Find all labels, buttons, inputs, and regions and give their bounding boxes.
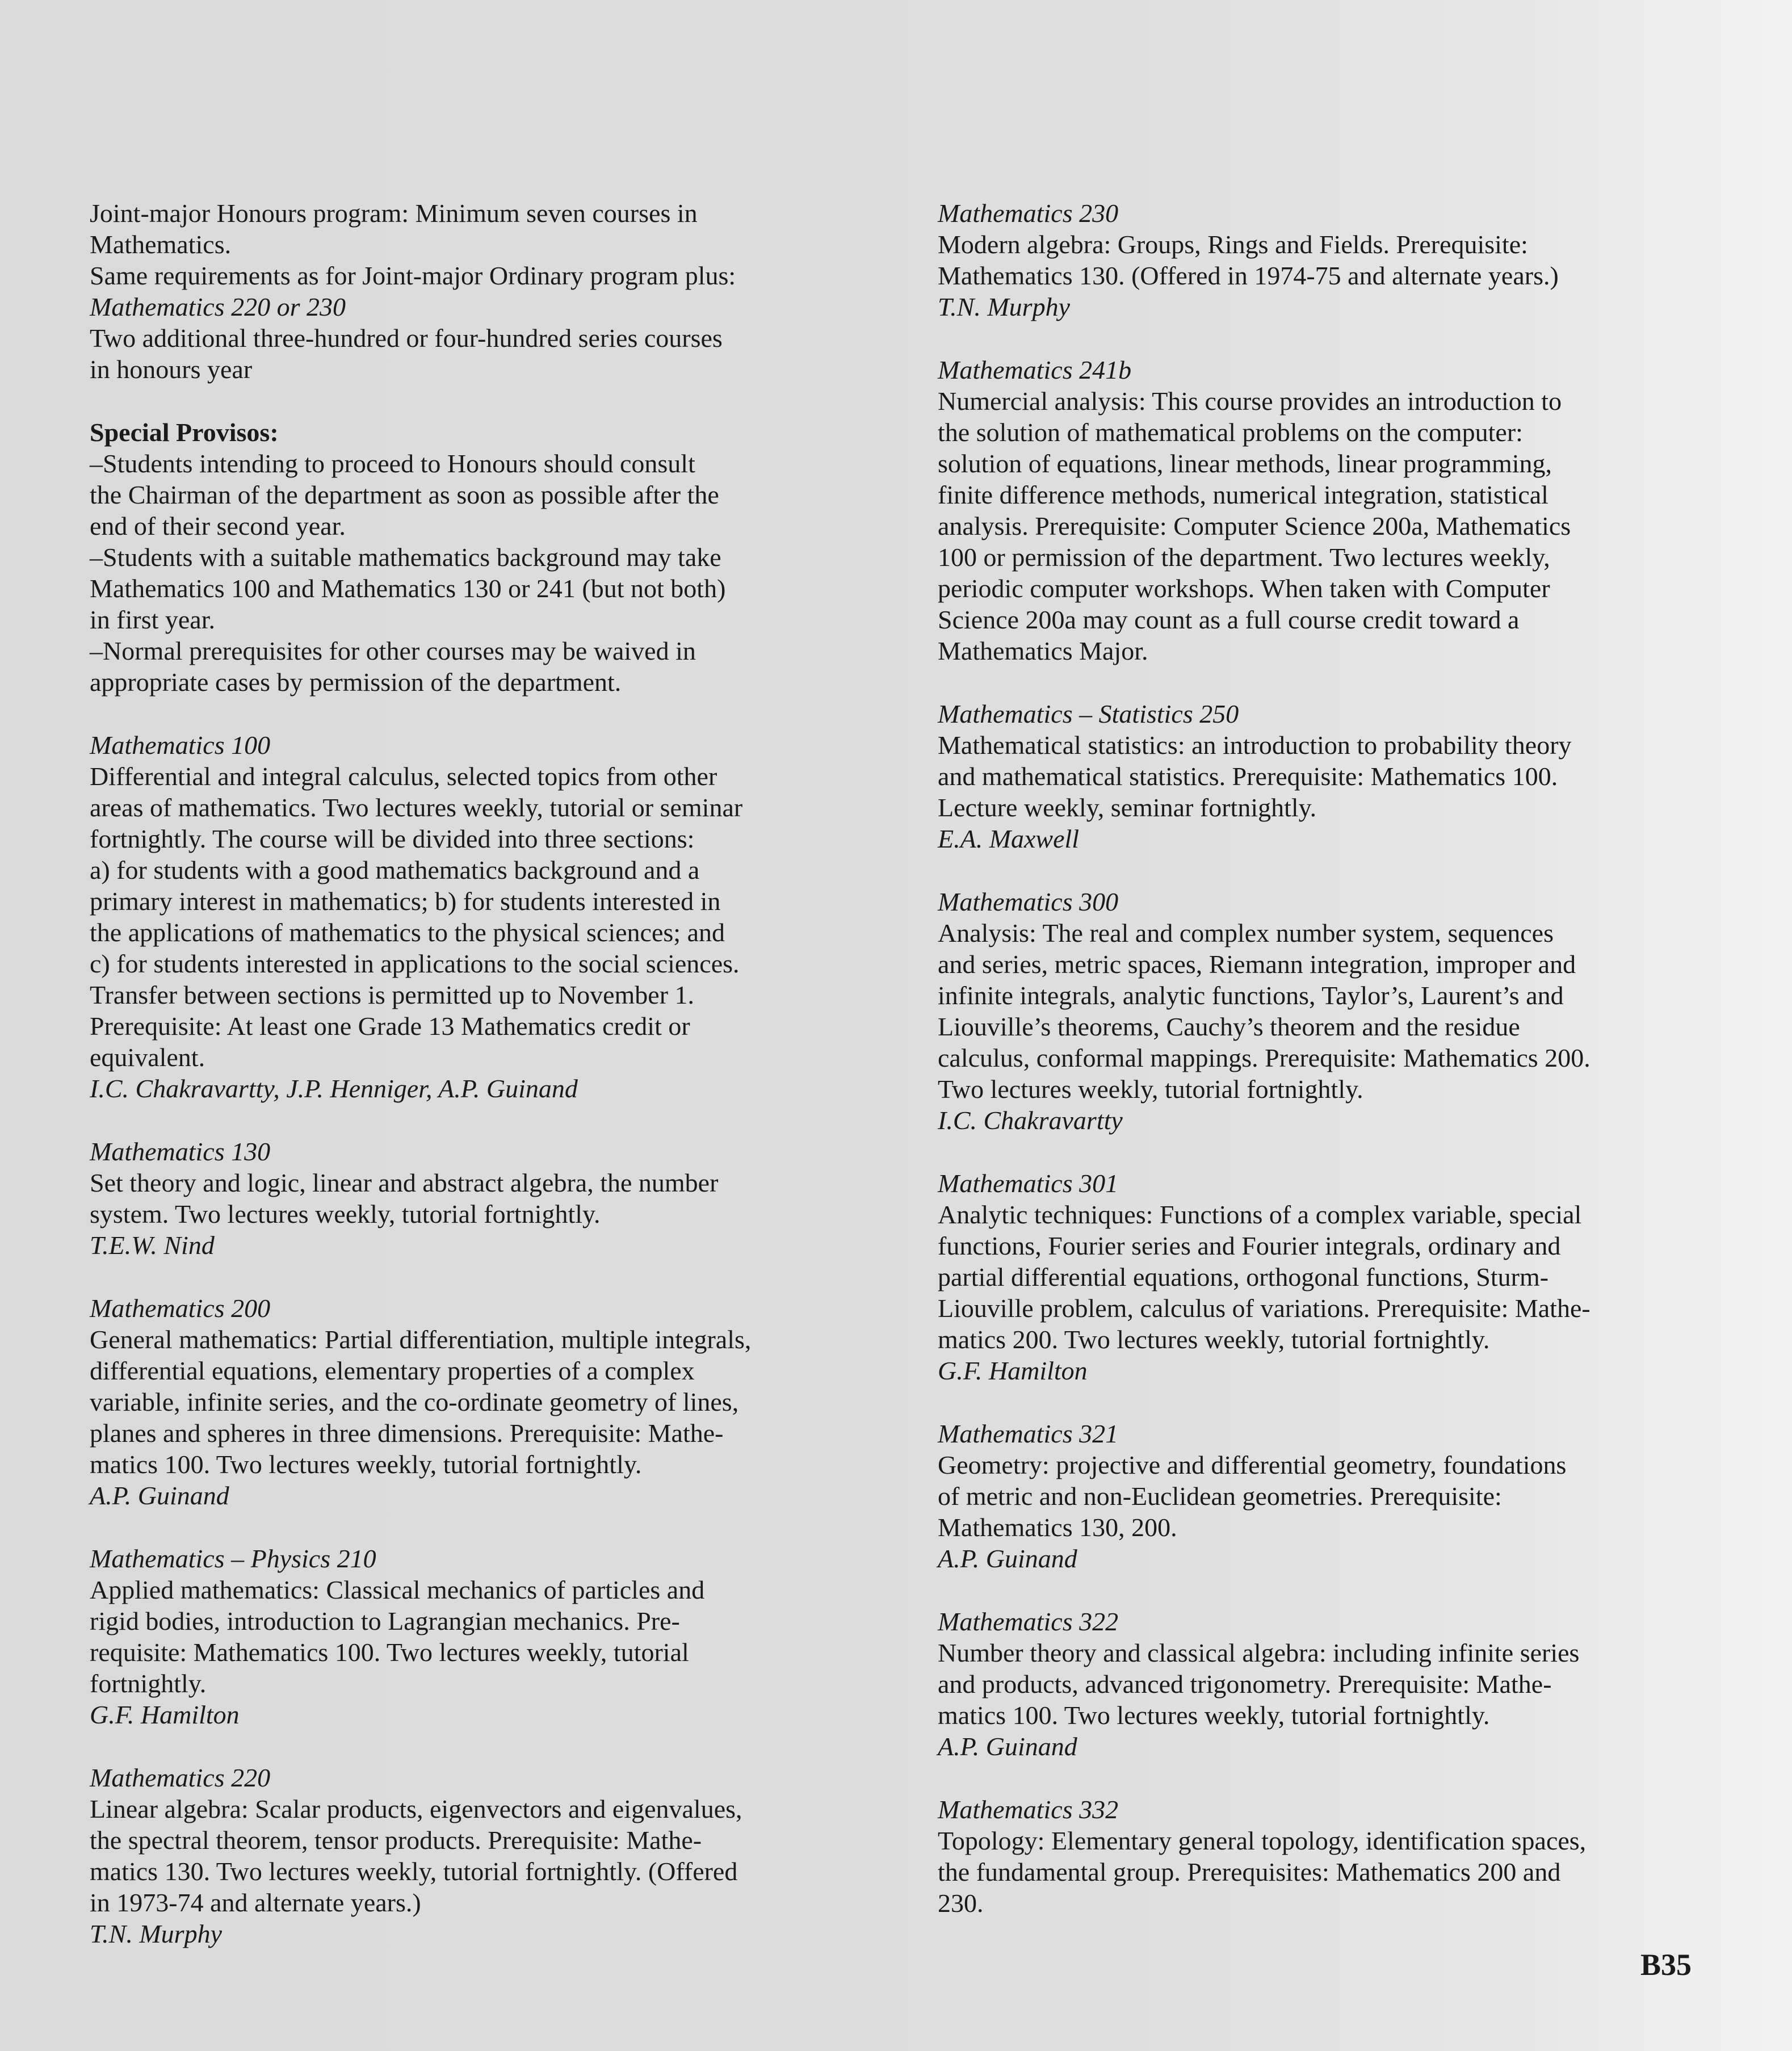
course-title: Mathematics 130 [90,1137,271,1166]
course-line: Mathematics 130, 200. [938,1513,1177,1542]
course-title: Mathematics 332 [938,1795,1119,1824]
course-title: Mathematics 321 [938,1419,1119,1448]
course-line: in 1973-74 and alternate years.) [90,1888,421,1917]
course-line: Analytic techniques: Functions of a complex variable, special [938,1200,1582,1229]
intro-line: Two additional three-hundred or four-hundred series courses [90,324,723,353]
course-line: 230. [938,1889,984,1918]
course-line: primary interest in mathematics; b) for students interested in [90,887,721,916]
course-line: Topology: Elementary general topology, identification spaces, [938,1826,1587,1855]
course-line: the fundamental group. Prerequisites: Mathematics 200 and [938,1857,1561,1886]
course-title: Mathematics 220 [90,1763,271,1792]
right-column [938,198,1732,1951]
course-line: equivalent. [90,1043,205,1072]
course-line: and products, advanced trigonometry. Prerequisite: Mathe- [938,1670,1552,1698]
course-math-321 [938,1418,1732,1574]
course-line: and mathematical statistics. Prerequisite: Mathematics 100. [938,762,1558,791]
course-line: Liouville’s theorems, Cauchy’s theorem and the residue [938,1012,1520,1041]
course-instructor: G.F. Hamilton [90,1700,240,1729]
course-line: variable, infinite series, and the co-ordinate geometry of lines, [90,1387,739,1416]
course-instructor: G.F. Hamilton [938,1356,1088,1385]
course-line: rigid bodies, introduction to Lagrangian mechanics. Pre- [90,1607,680,1635]
course-line: a) for students with a good mathematics background and a [90,855,700,884]
intro-line: in honours year [90,355,253,384]
course-line: Numercial analysis: This course provides an introduction to [938,387,1562,416]
course-line: 100 or permission of the department. Two lectures weekly, [938,543,1550,572]
course-line: Number theory and classical algebra: including infinite series [938,1638,1580,1667]
course-line: differential equations, elementary properties of a complex [90,1356,695,1385]
course-line: Linear algebra: Scalar products, eigenvectors and eigenvalues, [90,1794,742,1823]
course-line: infinite integrals, analytic functions, Taylor’s, Laurent’s and [938,981,1564,1010]
course-math-300 [938,886,1732,1136]
course-title: Mathematics 241b [938,355,1132,384]
course-math-statistics-250 [938,698,1732,854]
course-line: Mathematics Major. [938,636,1148,665]
course-line: of metric and non-Euclidean geometries. Prerequisite: [938,1482,1502,1511]
intro-line: Joint-major Honours program: Minimum seven courses in [90,199,698,228]
intro-line: Same requirements as for Joint-major Ordinary program plus: [90,261,736,290]
proviso-line: in first year. [90,605,215,634]
course-math-220 [90,1762,907,1949]
course-line: the applications of mathematics to the physical sciences; and [90,918,725,947]
course-instructor: A.P. Guinand [938,1732,1077,1761]
course-line: fortnightly. [90,1669,207,1698]
course-line: finite difference methods, numerical integration, statistical [938,480,1548,509]
course-title: Mathematics 200 [90,1294,271,1323]
course-math-230 [938,198,1732,322]
course-instructor: I.C. Chakravartty, J.P. Henniger, A.P. Guinand [90,1074,578,1103]
course-line: Two lectures weekly, tutorial fortnightly. [938,1075,1363,1104]
course-line: the solution of mathematical problems on the computer: [938,418,1523,447]
course-line: Science 200a may count as a full course credit toward a [938,605,1520,634]
course-line: Lecture weekly, seminar fortnightly. [938,793,1317,822]
course-line: matics 130. Two lectures weekly, tutorial fortnightly. (Offered [90,1857,738,1886]
course-instructor: A.P. Guinand [938,1544,1077,1573]
proviso-line: –Students intending to proceed to Honours should consult [90,449,695,478]
course-line: partial differential equations, orthogonal functions, Sturm- [938,1263,1549,1291]
course-title: Mathematics 322 [938,1607,1119,1636]
course-line: Mathematical statistics: an introduction to probability theory [938,731,1572,760]
course-title: Mathematics 230 [938,199,1119,228]
course-line: matics 200. Two lectures weekly, tutorial fortnightly. [938,1325,1490,1354]
course-line: and series, metric spaces, Riemann integration, improper and [938,950,1576,979]
proviso-line: appropriate cases by permission of the department. [90,668,622,697]
course-line: solution of equations, linear methods, linear programming, [938,449,1552,478]
page-number: B35 [1640,1948,1692,1982]
proviso-line: –Students with a suitable mathematics background may take [90,543,721,572]
course-math-332 [938,1794,1732,1919]
course-title: Mathematics – Statistics 250 [938,699,1239,728]
course-line: matics 100. Two lectures weekly, tutorial fortnightly. [938,1701,1490,1730]
course-math-200 [90,1293,907,1511]
course-line: Analysis: The real and complex number system, sequences [938,918,1554,947]
course-line: analysis. Prerequisite: Computer Science 200a, Mathematics [938,511,1571,540]
course-line: matics 100. Two lectures weekly, tutorial fortnightly. [90,1450,642,1479]
course-line: periodic computer workshops. When taken with Computer [938,574,1550,603]
course-line: planes and spheres in three dimensions. Prerequisite: Mathe- [90,1419,724,1448]
course-math-130 [90,1136,907,1261]
course-line: General mathematics: Partial differentiation, multiple integrals, [90,1325,752,1354]
course-instructor: T.N. Murphy [938,292,1070,321]
intro-line: Mathematics. [90,230,232,259]
special-provisos-block [90,417,907,698]
course-instructor: E.A. Maxwell [938,824,1080,853]
course-line: fortnightly. The course will be divided into three sections: [90,824,695,853]
course-line: Geometry: projective and differential geometry, foundations [938,1450,1567,1479]
proviso-line: end of their second year. [90,511,346,540]
course-instructor: I.C. Chakravartty [938,1106,1123,1135]
course-line: functions, Fourier series and Fourier integrals, ordinary and [938,1231,1561,1260]
intro-line: Mathematics 220 or 230 [90,292,346,321]
course-math-100 [90,729,907,1104]
proviso-line: the Chairman of the department as soon as possible after the [90,480,719,509]
course-title: Mathematics 301 [938,1169,1119,1198]
proviso-line: –Normal prerequisites for other courses may be waived in [90,636,696,665]
course-line: the spectral theorem, tensor products. Prerequisite: Mathe- [90,1826,702,1855]
proviso-line: Mathematics 100 and Mathematics 130 or 241 (but not both) [90,574,726,603]
course-math-322 [938,1606,1732,1762]
course-line: c) for students interested in applications to the social sciences. [90,949,740,978]
course-math-241b [938,354,1732,666]
course-instructor: T.N. Murphy [90,1919,222,1948]
course-line: Differential and integral calculus, selected topics from other [90,762,717,791]
course-line: Transfer between sections is permitted up to November 1. [90,980,695,1009]
course-math-physics-210 [90,1543,907,1730]
course-math-301 [938,1168,1732,1386]
course-line: calculus, conformal mappings. Prerequisite: Mathematics 200. [938,1043,1590,1072]
course-line: Applied mathematics: Classical mechanics of particles and [90,1575,705,1604]
course-instructor: A.P. Guinand [90,1481,229,1510]
course-line: Set theory and logic, linear and abstract algebra, the number [90,1168,719,1197]
course-line: requisite: Mathematics 100. Two lectures weekly, tutorial [90,1638,689,1667]
course-line: areas of mathematics. Two lectures weekly, tutorial or seminar [90,793,743,822]
course-title: Mathematics – Physics 210 [90,1544,376,1573]
course-title: Mathematics 100 [90,731,271,760]
course-line: Modern algebra: Groups, Rings and Fields. Prerequisite: [938,230,1528,259]
left-column [90,198,907,1981]
honours-program-block [90,198,907,385]
course-title: Mathematics 300 [938,887,1119,916]
course-line: system. Two lectures weekly, tutorial fortnightly. [90,1199,601,1228]
provisos-title: Special Provisos: [90,418,279,447]
course-instructor: T.E.W. Nind [90,1231,215,1260]
course-line: Prerequisite: At least one Grade 13 Mathematics credit or [90,1012,690,1041]
course-line: Mathematics 130. (Offered in 1974-75 and alternate years.) [938,261,1559,290]
course-line: Liouville problem, calculus of variations. Prerequisite: Mathe- [938,1294,1590,1323]
